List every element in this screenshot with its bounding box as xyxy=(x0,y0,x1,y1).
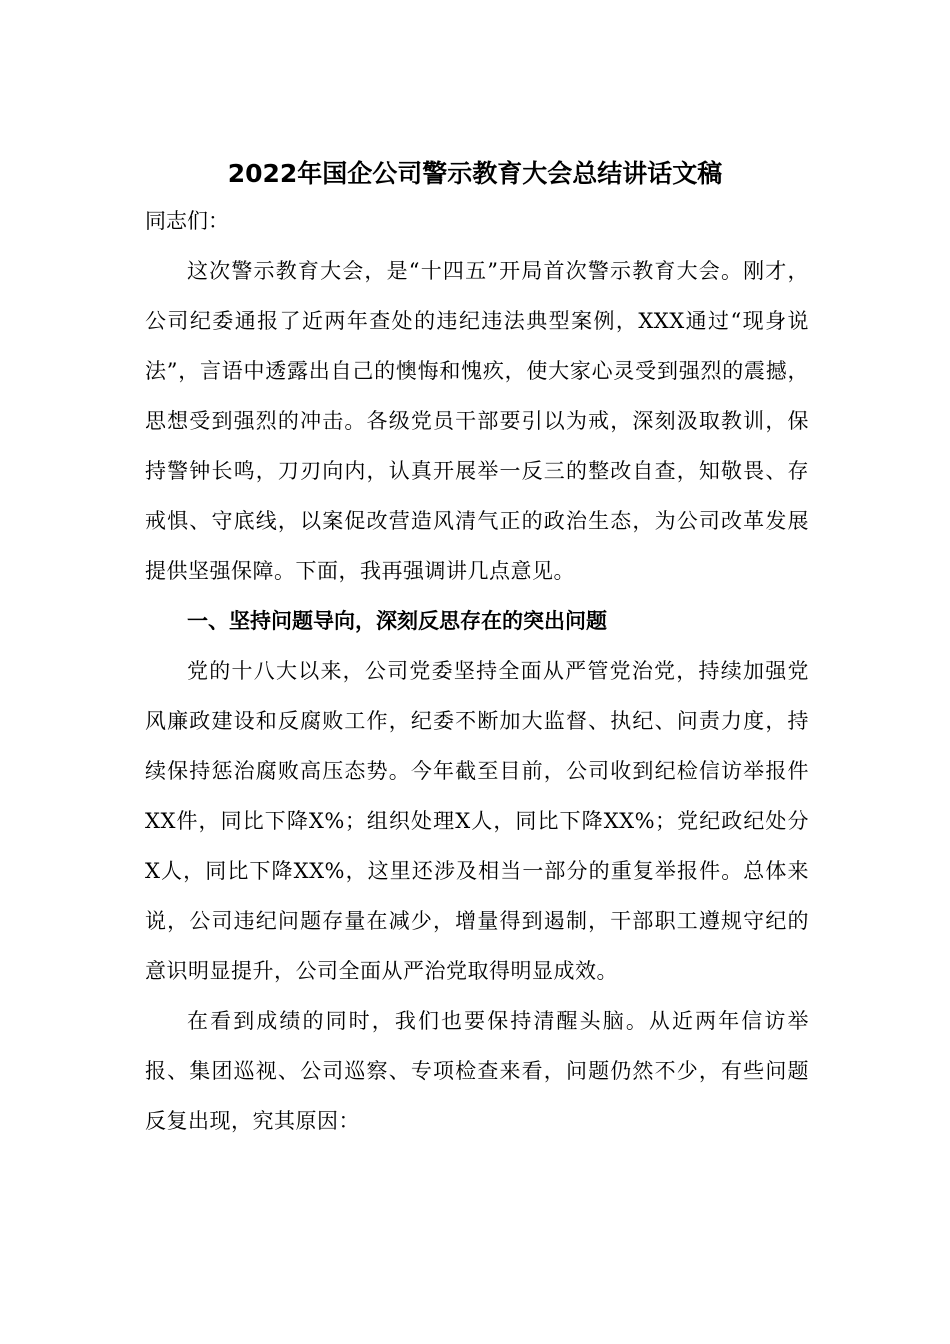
section-heading-1: 一、坚持问题导向，深刻反思存在的突出问题 xyxy=(187,609,607,633)
section-1-paragraph-2: 在看到成绩的同时，我们也要保持清醒头脑。从近两年信访举报、集团巡视、公司巡察、专项检查来看，问题仍然不少，有些问题反复出现，究其原因： xyxy=(145,1009,809,1133)
document-body xyxy=(145,196,809,1146)
intro-paragraph: 这次警示教育大会，是“十四五”开局首次警示教育大会。刚才，公司纪委通报了近两年查处的违纪违法典型案例，XXX通过“现身说法”，言语中透露出自己的懊悔和愧疚，使大家心灵受到强烈的震撼，思想受到强烈的冲击。各级党员干部要引以为戒，深刻汲取教训，保持警钟长鸣，刀刃向内，认真开展举一反三的整改自查，知敬畏、存戒惧、守底线，以案促改营造风清气正的政治生态，为公司改革发展提供坚强保障。下面，我再强调讲几点意见。 xyxy=(145,259,809,583)
section-1-paragraph-1: 党的十八大以来，公司党委坚持全面从严管党治党，持续加强党风廉政建设和反腐败工作，纪委不断加大监督、执纪、问责力度，持续保持惩治腐败高压态势。今年截至目前，公司收到纪检信访举报件XX件，同比下降X%；组织处理X人，同比下降XX%；党纪政纪处分X人，同比下降XX%，这里还涉及相当一部分的重复举报件。总体来说，公司违纪问题存量在减少，增量得到遏制，干部职工遵规守纪的意识明显提升，公司全面从严治党取得明显成效。 xyxy=(145,659,809,983)
document-title: 2022年国企公司警示教育大会总结讲话文稿 xyxy=(227,159,723,188)
salutation: 同志们： xyxy=(145,209,229,233)
